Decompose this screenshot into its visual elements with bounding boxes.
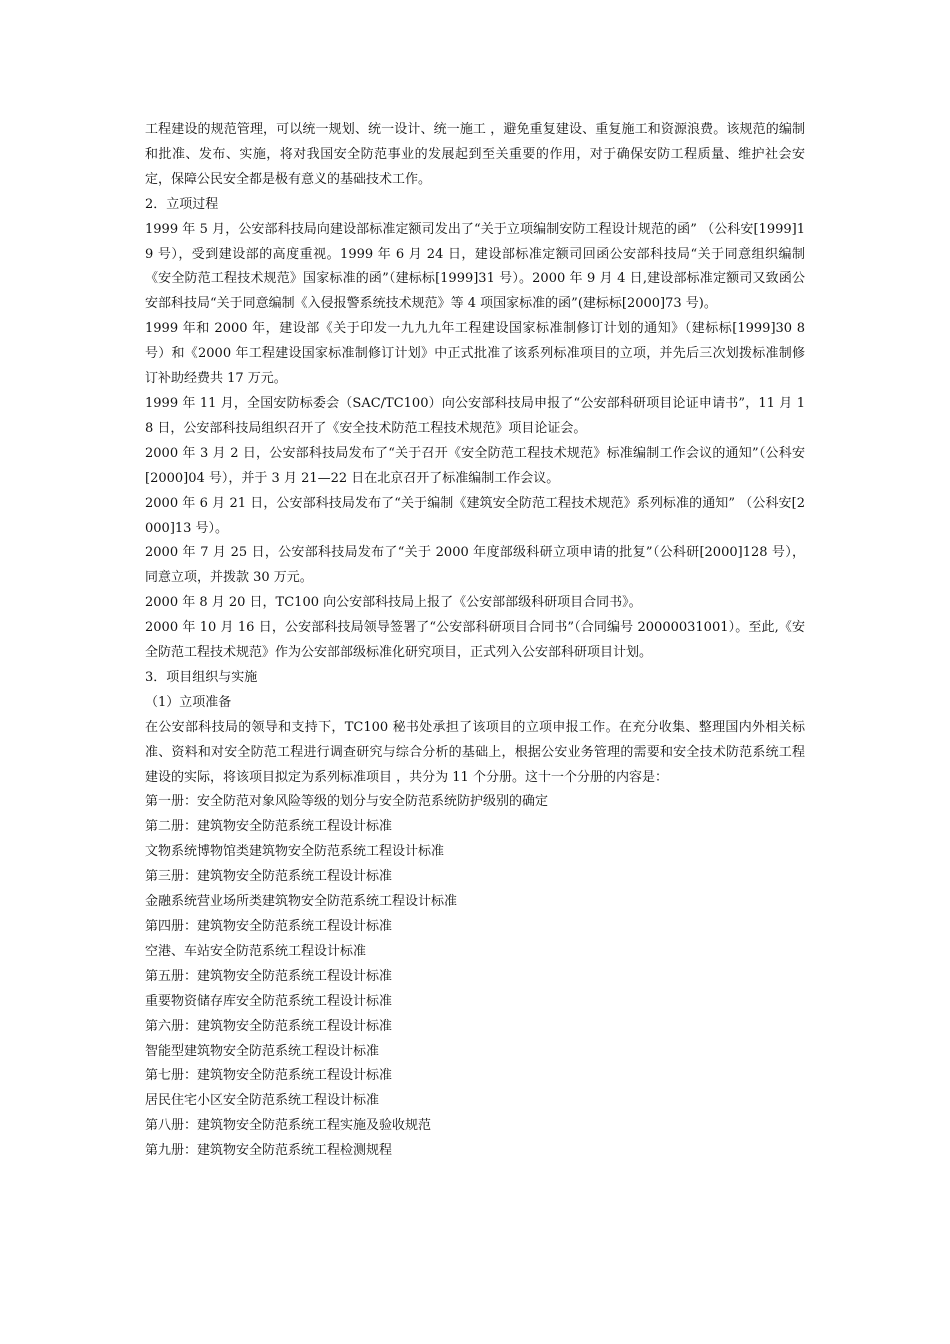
volume-list-item: 第五册：建筑物安全防范系统工程设计标准 xyxy=(145,968,393,984)
volume-list-item: 第七册：建筑物安全防范系统工程设计标准 xyxy=(145,1068,393,1084)
volume-subtitle: 文物系统博物馆类建筑物安全防范系统工程设计标准 xyxy=(145,844,445,860)
document-page xyxy=(145,118,805,1164)
volume-subtitle: 金融系统营业场所类建筑物安全防范系统工程设计标准 xyxy=(145,894,458,910)
volume-list-item: 第六册：建筑物安全防范系统工程设计标准 xyxy=(145,1018,393,1034)
subsection-heading-preparation: （1）立项准备 xyxy=(145,694,232,710)
volume-subtitle: 空港、车站安全防范系统工程设计标准 xyxy=(145,943,367,959)
paragraph-1999-november: 1999 年 11 月，全国安防标委会（SAC/TC100）向公安部科技局申报了“公安部科研项目论证申请书”，11 月 18 日，公安部科技局组织召开了《安全技术防范工程技术规范》项目论证会。 xyxy=(145,395,805,436)
paragraph-2000-october: 2000 年 10 月 16 日，公安部科技局领导签署了“公安部科研项目合同书”（合同编号 20000031001）。至此,《安全防范工程技术规范》作为公安部部级标准化研究项目，正式列入公安部科研项目计划。 xyxy=(145,620,805,661)
paragraph-2000-june: 2000 年 6 月 21 日，公安部科技局发布了“关于编制《建筑安全防范工程技术规范》系列标准的通知” （公科安[2000]13 号）。 xyxy=(145,495,805,536)
volume-list-item: 第九册：建筑物安全防范系统工程检测规程 xyxy=(145,1143,393,1159)
paragraph-2000-march: 2000 年 3 月 2 日，公安部科技局发布了“关于召开《安全防范工程技术规范》标准编制工作会议的通知”（公科安[2000]04 号），并于 3 月 21—22 日在北京召开了标准编制工作会议。 xyxy=(145,445,805,486)
volume-subtitle: 智能型建筑物安全防范系统工程设计标准 xyxy=(145,1043,380,1059)
volume-subtitle: 重要物资储存库安全防范系统工程设计标准 xyxy=(145,993,393,1009)
paragraph-2000-july: 2000 年 7 月 25 日，公安部科技局发布了“关于 2000 年度部级科研立项申请的批复”（公科研[2000]128 号），同意立项，并拨款 30 万元。 xyxy=(145,545,805,586)
section-heading-organization: 3．项目组织与实施 xyxy=(145,669,258,685)
volume-list-item: 第八册：建筑物安全防范系统工程实施及验收规范 xyxy=(145,1118,432,1134)
volume-subtitle: 居民住宅小区安全防范系统工程设计标准 xyxy=(145,1093,380,1109)
paragraph-1999-may: 1999 年 5 月，公安部科技局向建设部标准定额司发出了“关于立项编制安防工程设计规范的函” （公科安[1999]19 号），受到建设部的高度重视。1999 年 6 月 24 日，建设部标准定额司回函公安部科技局“关于同意组织编制《安全防范工程技术规范》国家标准的函”（建标标[1999]31 号）。2000 年 9 月 4 日,建设部标准定额司又致函公安部科技局“关于同意编制《入侵报警系统技术规范》等 4 项国家标准的函”(建标标[2000]73 号)。 xyxy=(145,221,805,312)
volume-list-item: 第一册：安全防范对象风险等级的划分与安全防范系统防护级别的确定 xyxy=(145,794,549,810)
paragraph-preparation: 在公安部科技局的领导和支持下，TC100 秘书处承担了该项目的立项申报工作。在充分收集、整理国内外相关标准、资料和对安全防范工程进行调查研究与综合分析的基础上，根据公安业务管理的需要和安全技术防范系统工程建设的实际，将该项目拟定为系列标准项目 ，共分为 11 个分册。这十一个分册的内容是： xyxy=(145,719,805,785)
section-heading-approval-process: 2．立项过程 xyxy=(145,196,219,212)
paragraph-1999-2000-plan: 1999 年和 2000 年，建设部《关于印发一九九九年工程建设国家标准制修订计划的通知》（建标标[1999]30 8 号）和《2000 年工程建设国家标准制修订计划》中正式批准了该系列标准项目的立项，并先后三次划拨标准制修订补助经费共 17 万元。 xyxy=(145,321,805,387)
intro-paragraph: 工程建设的规范管理，可以统一规划、统一设计、统一施工 ，避免重复建设、重复施工和资源浪费。该规范的编制和批准、发布、实施，将对我国安全防范事业的发展起到至关重要的作用，对于确保安防工程质量、维护社会安定，保障公民安全都是极有意义的基础技术工作。 xyxy=(145,122,805,187)
volume-list-item: 第四册：建筑物安全防范系统工程设计标准 xyxy=(145,919,393,934)
paragraph-2000-august: 2000 年 8 月 20 日，TC100 向公安部科技局上报了《公安部部级科研项目合同书》。 xyxy=(145,595,642,611)
volume-list-item: 第二册：建筑物安全防范系统工程设计标准 xyxy=(145,819,393,835)
volume-list-item: 第三册：建筑物安全防范系统工程设计标准 xyxy=(145,869,393,885)
